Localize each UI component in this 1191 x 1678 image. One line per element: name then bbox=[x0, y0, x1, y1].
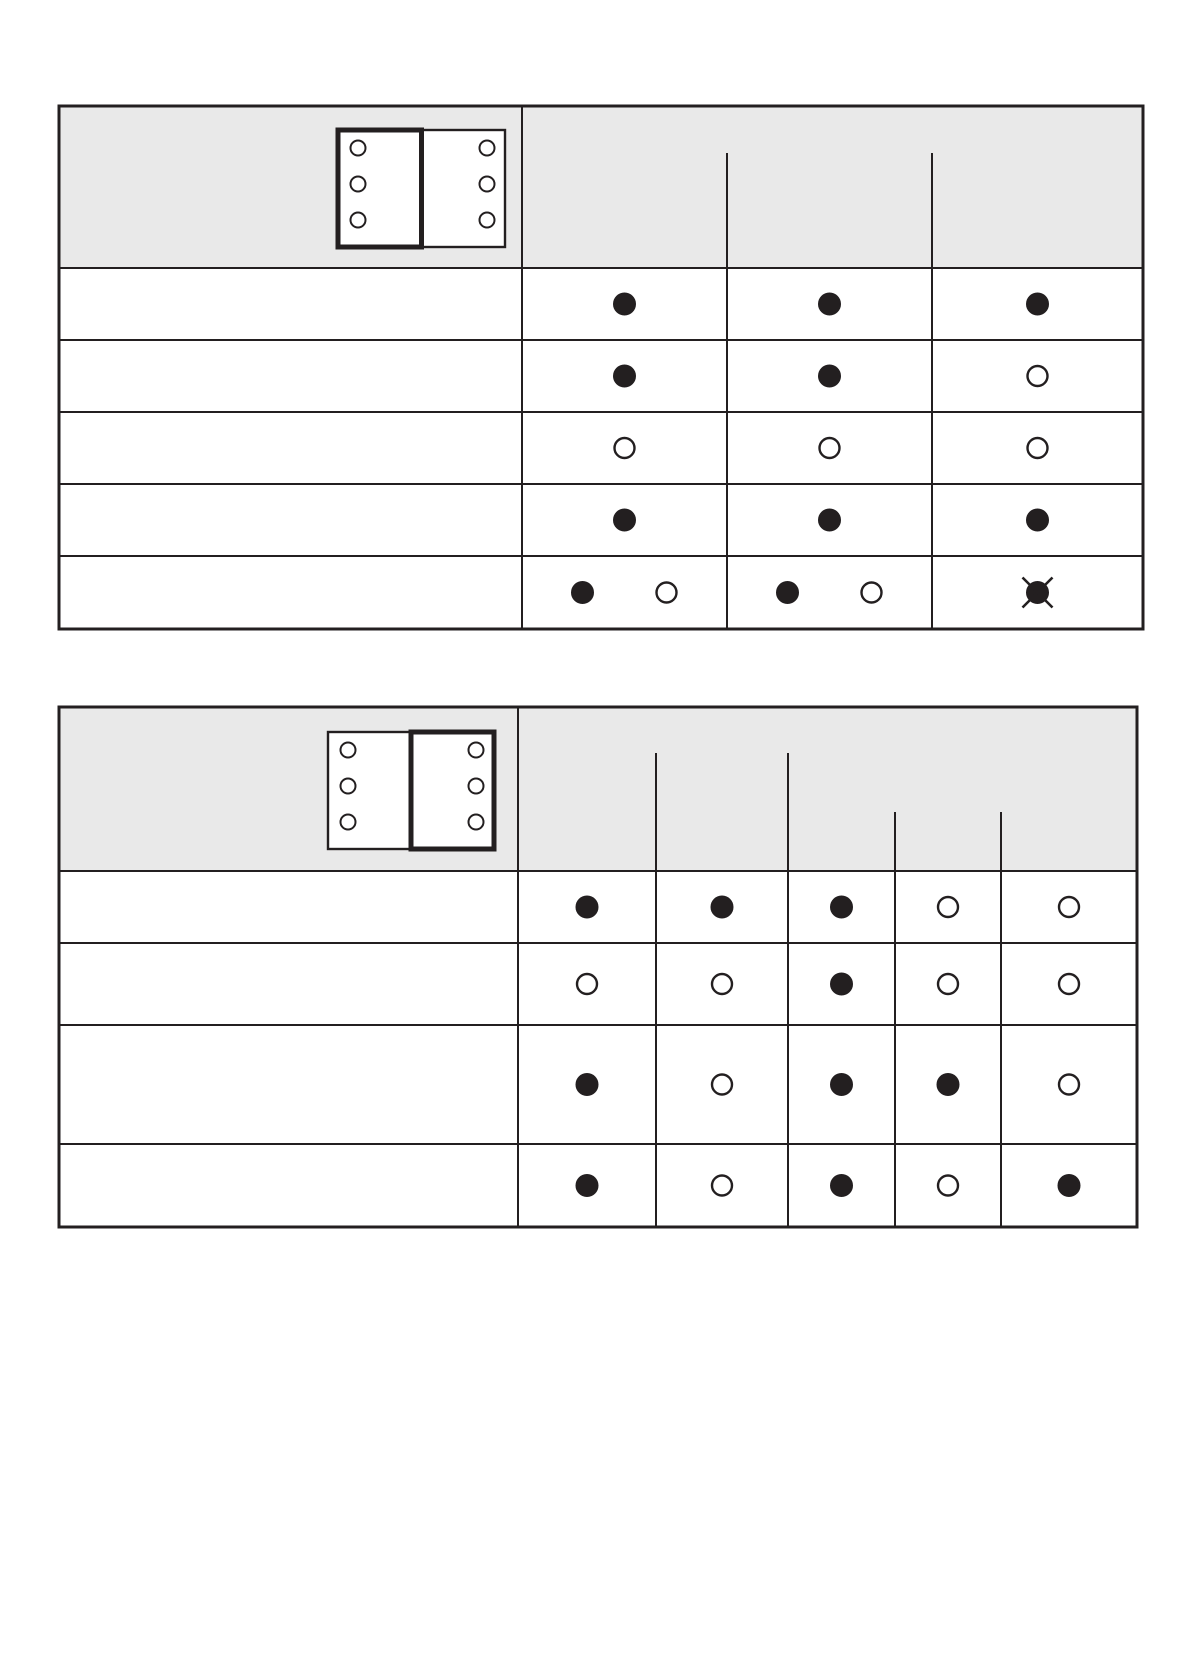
filled-dot bbox=[576, 1175, 598, 1197]
filled-dot bbox=[819, 293, 841, 315]
table-1-cell bbox=[572, 582, 677, 604]
icon-hole bbox=[480, 141, 495, 156]
table-2-cell bbox=[1059, 1075, 1079, 1095]
icon-hole bbox=[351, 177, 366, 192]
icon-hole bbox=[341, 743, 356, 758]
icon-hole bbox=[480, 177, 495, 192]
empty-dot bbox=[862, 583, 882, 603]
filled-dot bbox=[831, 1175, 853, 1197]
table-1-cell bbox=[1028, 438, 1048, 458]
table-1-cell bbox=[614, 365, 636, 387]
empty-dot bbox=[938, 1176, 958, 1196]
filled-dot bbox=[614, 293, 636, 315]
table-2-cell bbox=[1059, 897, 1079, 917]
empty-dot bbox=[938, 897, 958, 917]
table-1-cell bbox=[820, 438, 840, 458]
icon-hole bbox=[351, 141, 366, 156]
icon-hole bbox=[341, 779, 356, 794]
empty-dot bbox=[1059, 897, 1079, 917]
filled-dot bbox=[711, 896, 733, 918]
table-2-cell bbox=[1059, 974, 1079, 994]
icon-hole bbox=[351, 213, 366, 228]
icon-hole bbox=[469, 779, 484, 794]
filled-dot bbox=[1027, 293, 1049, 315]
table-2-cell bbox=[937, 1074, 959, 1096]
table-2-cell bbox=[831, 973, 853, 995]
table-2-cell bbox=[576, 1074, 598, 1096]
empty-dot bbox=[938, 974, 958, 994]
icon-hole bbox=[469, 743, 484, 758]
table-2-cell bbox=[576, 1175, 598, 1197]
filled-dot bbox=[576, 896, 598, 918]
door-panel-right-side-highlighted-icon bbox=[328, 732, 494, 849]
table-2 bbox=[59, 707, 1137, 1227]
empty-dot bbox=[615, 438, 635, 458]
filled-dot bbox=[1058, 1175, 1080, 1197]
table-2-cell bbox=[712, 974, 732, 994]
table-2-cell bbox=[712, 1176, 732, 1196]
empty-dot bbox=[1028, 438, 1048, 458]
table-1-cell bbox=[1028, 366, 1048, 386]
empty-dot bbox=[712, 1075, 732, 1095]
filled-dot bbox=[831, 1074, 853, 1096]
table-2-cell bbox=[576, 896, 598, 918]
filled-dot bbox=[831, 896, 853, 918]
table-2-cell bbox=[831, 1175, 853, 1197]
table-2-header-bg bbox=[59, 707, 1137, 871]
empty-dot bbox=[577, 974, 597, 994]
table-2-cell bbox=[711, 896, 733, 918]
filled-dot bbox=[819, 365, 841, 387]
table-2-cell bbox=[577, 974, 597, 994]
table-2-cell bbox=[712, 1075, 732, 1095]
table-1-cell bbox=[1027, 293, 1049, 315]
filled-dot bbox=[937, 1074, 959, 1096]
table-1-header-bg bbox=[59, 106, 1143, 268]
door-panel-left-side-highlighted-icon bbox=[338, 130, 505, 247]
table-2-cell bbox=[938, 897, 958, 917]
filled-dot bbox=[777, 582, 799, 604]
table-2-cell bbox=[938, 974, 958, 994]
table-2-cell bbox=[831, 1074, 853, 1096]
empty-dot bbox=[1059, 1075, 1079, 1095]
empty-dot bbox=[1028, 366, 1048, 386]
table-1-cell bbox=[614, 509, 636, 531]
table-2-cell bbox=[831, 896, 853, 918]
filled-dot bbox=[572, 582, 594, 604]
table-2-cell bbox=[1058, 1175, 1080, 1197]
table-1-cell bbox=[615, 438, 635, 458]
empty-dot bbox=[1059, 974, 1079, 994]
table-1-cell bbox=[819, 293, 841, 315]
table-1 bbox=[59, 106, 1143, 629]
table-1-cell bbox=[819, 365, 841, 387]
table-2-cell bbox=[938, 1176, 958, 1196]
table-1-cell bbox=[777, 582, 882, 604]
filled-dot bbox=[1027, 509, 1049, 531]
table-1-cell bbox=[819, 509, 841, 531]
icon-hole bbox=[480, 213, 495, 228]
filled-dot bbox=[614, 365, 636, 387]
filled-dot bbox=[819, 509, 841, 531]
icon-hole bbox=[341, 815, 356, 830]
empty-dot bbox=[657, 583, 677, 603]
table-1-cell bbox=[614, 293, 636, 315]
table-1-cell bbox=[1027, 509, 1049, 531]
filled-dot bbox=[831, 973, 853, 995]
empty-dot bbox=[820, 438, 840, 458]
empty-dot bbox=[712, 974, 732, 994]
empty-dot bbox=[712, 1176, 732, 1196]
filled-dot bbox=[614, 509, 636, 531]
table-1-cell bbox=[1023, 578, 1053, 608]
filled-dot bbox=[576, 1074, 598, 1096]
icon-hole bbox=[469, 815, 484, 830]
